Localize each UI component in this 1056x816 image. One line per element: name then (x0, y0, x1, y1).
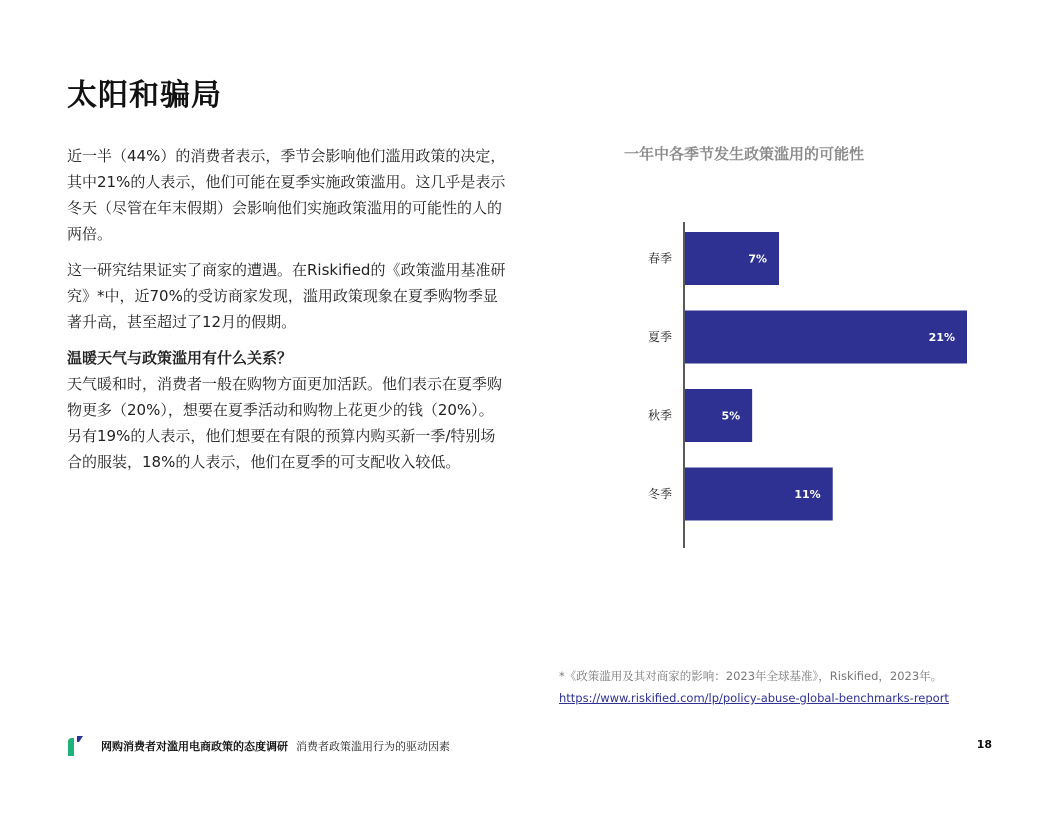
season-bar-chart (620, 210, 1000, 550)
footer-section-title: 消费者政策滥用行为的驱动因素 (296, 740, 450, 753)
subheading: 温暖天气与政策滥用有什么关系？ (67, 349, 293, 367)
page-number: 18 (976, 738, 992, 751)
value-label-2: 5% (721, 409, 741, 423)
chart-title: 一年中各季节发生政策滥用的可能性 (624, 145, 865, 163)
paragraph-3: 天气暖和时，消费者一般在购物方面更加活跃。他们表示在夏季购物更多（20%），想要在夏季活动和购物上花更少的钱（20%）。另有19%的人表示，他们想要在有限的预算内购买新一季/特别场合的服装，18%的人表示，他们在夏季的可支配收入较低。 (67, 375, 503, 471)
value-label-0: 7% (748, 252, 767, 266)
paragraph-1: 近一半（44%）的消费者表示，季节会影响他们滥用政策的决定，其中21%的人表示，他们可能在夏季实施政策滥用。这几乎是表示冬天（尽管在年末假期）会影响他们实施政策滥用的可能性的人的两倍。 (67, 147, 506, 243)
bar-2 (685, 389, 752, 442)
category-label-2: 秋季 (647, 408, 672, 423)
value-label-1: 21% (928, 331, 955, 344)
category-label-0: 春季 (647, 251, 672, 266)
bar-1 (685, 311, 967, 364)
category-label-3: 冬季 (647, 487, 672, 501)
value-label-3: 11% (794, 488, 821, 501)
footnote-link[interactable]: https://www.riskified.com/lp/policy-abuse-global-benchmarks-report (559, 691, 949, 705)
footer-report-title: 网购消费者对滥用电商政策的态度调研 (101, 740, 288, 753)
category-label-1: 夏季 (647, 330, 672, 344)
footnote (559, 665, 999, 709)
page-footer (67, 735, 992, 757)
page-title: 太阳和骗局 (67, 78, 222, 113)
riskified-logo-icon (67, 735, 85, 757)
body-text (67, 143, 507, 485)
footnote-text: *《政策滥用及其对商家的影响：2023年全球基准》，Riskified，2023年。 (559, 669, 943, 683)
paragraph-2: 这一研究结果证实了商家的遭遇。在Riskified的《政策滥用基准研究》*中，近70%的受访商家发现，滥用政策现象在夏季购物季显著升高，甚至超过了12月的假期。 (67, 261, 506, 331)
